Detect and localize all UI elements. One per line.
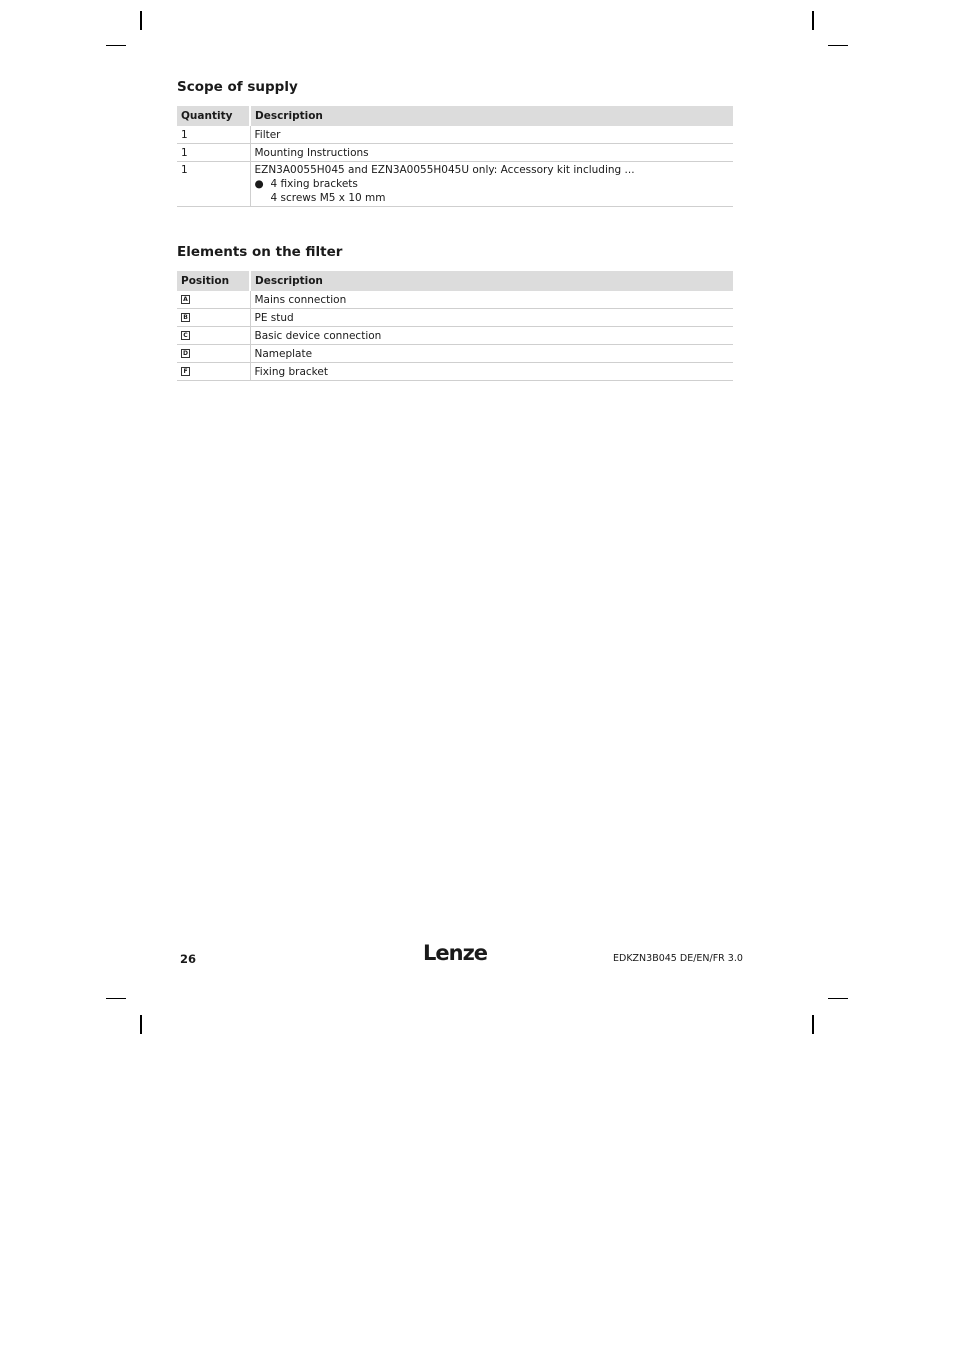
quantity-cell: 1 bbox=[177, 126, 250, 144]
description-cell: Basic device connection bbox=[250, 327, 733, 345]
position-cell bbox=[177, 309, 250, 327]
position-label-icon: B bbox=[181, 313, 190, 322]
column-header-description: Description bbox=[250, 271, 733, 291]
elements-on-filter-table bbox=[177, 271, 733, 381]
crop-mark bbox=[828, 998, 848, 999]
crop-mark bbox=[106, 998, 126, 999]
position-label-icon: C bbox=[181, 331, 190, 340]
position-label-icon: D bbox=[181, 349, 190, 358]
position-cell bbox=[177, 345, 250, 363]
description-cell: Nameplate bbox=[250, 345, 733, 363]
bullet-item bbox=[255, 177, 730, 191]
table-header-row bbox=[177, 271, 733, 291]
table-row bbox=[177, 363, 733, 381]
description-cell: Filter bbox=[250, 126, 733, 144]
table-row bbox=[177, 144, 733, 162]
description-cell: PE stud bbox=[250, 309, 733, 327]
column-header-position: Position bbox=[177, 271, 250, 291]
description-cell: Mounting Instructions bbox=[250, 144, 733, 162]
bullet-text: 4 fixing brackets bbox=[270, 178, 358, 190]
position-cell bbox=[177, 363, 250, 381]
quantity-cell: 1 bbox=[177, 144, 250, 162]
crop-mark bbox=[812, 11, 814, 30]
column-header-description: Description bbox=[250, 106, 733, 126]
table-row bbox=[177, 291, 733, 309]
table-header-row bbox=[177, 106, 733, 126]
crop-mark bbox=[106, 45, 126, 46]
sub-item-text: 4 screws M5 x 10 mm bbox=[270, 192, 386, 204]
description-cell: Fixing bracket bbox=[250, 363, 733, 381]
section-title-elements-on-filter: Elements on the filter bbox=[177, 244, 343, 260]
crop-mark bbox=[812, 1015, 814, 1034]
table-row bbox=[177, 327, 733, 345]
quantity-cell: 1 bbox=[177, 162, 250, 207]
column-header-quantity: Quantity bbox=[177, 106, 250, 126]
table-row bbox=[177, 345, 733, 363]
accessory-kit-text: EZN3A0055H045 and EZN3A0055H045U only: Accessory kit including ... bbox=[254, 164, 635, 176]
document-code: EDKZN3B045 DE/EN/FR 3.0 bbox=[613, 953, 743, 964]
description-cell: Mains connection bbox=[250, 291, 733, 309]
position-cell bbox=[177, 291, 250, 309]
lenze-logo: Lenze bbox=[423, 941, 488, 965]
position-cell bbox=[177, 327, 250, 345]
position-label-icon: A bbox=[181, 295, 190, 304]
table-row bbox=[177, 309, 733, 327]
crop-mark bbox=[140, 11, 142, 30]
description-cell bbox=[250, 162, 733, 207]
table-row bbox=[177, 162, 733, 207]
bullet-icon: ● bbox=[254, 178, 264, 190]
section-title-scope-of-supply: Scope of supply bbox=[177, 79, 298, 95]
page-number: 26 bbox=[180, 952, 197, 966]
position-label-icon: F bbox=[181, 367, 190, 376]
scope-of-supply-table bbox=[177, 106, 733, 207]
crop-mark bbox=[140, 1015, 142, 1034]
table-row bbox=[177, 126, 733, 144]
crop-mark bbox=[828, 45, 848, 46]
